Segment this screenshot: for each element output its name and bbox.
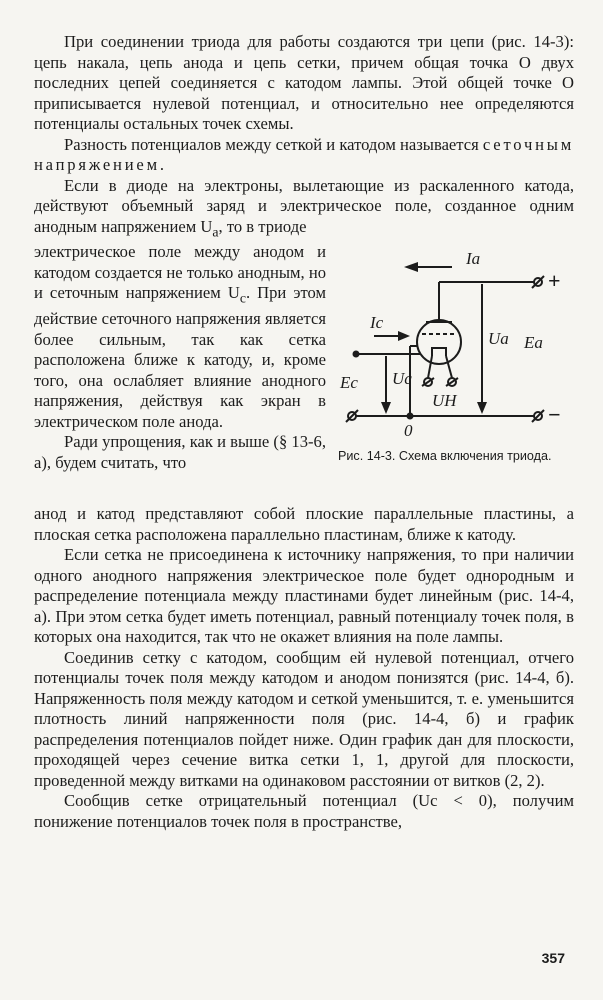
wrapped-text [34, 242, 326, 473]
label-plus: + [548, 268, 561, 294]
figure-caption: Рис. 14-3. Схема включения триода. [338, 449, 552, 464]
label-o: 0 [404, 421, 413, 441]
paragraph-3-end: , то в триоде [218, 216, 307, 236]
ia-arrow-head [404, 262, 418, 272]
paragraph-3-cont-end: . При этом действие сеточного напряжения является более сильным, так как сетка расположена ближе к катоду, и, кроме того, она ослабляет влияние анодного напряжения, действуя как экран в электрическом поле анода. [34, 283, 327, 431]
paragraph-4: Ради упрощения, как и выше (§ 13-6, а), будем считать, что [34, 432, 326, 472]
paragraph-7: Сообщив сетке отрицательный потенциал (Uc < 0), получим понижение потенциалов точек поля в пространстве, [34, 791, 574, 831]
ua-arrow-head [477, 402, 487, 414]
figure-wrap [34, 242, 574, 504]
subscript-a: а [212, 223, 219, 239]
paragraph-4-cont: анод и катод представляют собой плоские параллельные пластины, а плоская сетка расположена параллельно пластинам, ближе к катоду. [34, 504, 574, 544]
label-ec: Ec [340, 373, 358, 393]
triode-circuit-diagram [334, 244, 574, 444]
paragraph-5: Если сетка не присоединена к источнику напряжения, то при наличии одного анодного напряжения электрическое поле будет однородным и распределение потенциала между пластинами будет линейным (рис. 14-4, а). При этом сетка будет иметь потенциал, равный потенциалу точек поля, в которых она находится, так что не окажет влияния на поле лампы. [34, 545, 574, 647]
triode-circuit-figure [334, 244, 574, 464]
paragraph-2 [34, 135, 574, 176]
paragraph-3 [34, 176, 574, 243]
page-body [34, 32, 574, 832]
label-ia: Ia [466, 249, 481, 269]
paragraph-6: Соединив сетку с катодом, сообщим ей нулевой потенциал, отчего потенциалы точек поля между катодом и анодом понизятся (рис. 14-4, б). Напряженность поля между катодом и сеткой уменьшится, т. е. уменьшится плотность линий напряженности поля (рис. 14-4, б) и график распределения потенциалов пойдет ниже. Один график дан для плоскости, проходящей через сечение витка сетки 1, 1, другой для плоскости, проведенной между витками на одинаковом расстоянии от витков (2, 2). [34, 647, 574, 790]
uc-arrow-head [381, 402, 391, 414]
cathode-filament [432, 348, 446, 356]
paragraph-1: При соединении триода для работы создаются три цепи (рис. 14-3): цепь накала, цепь анода и цепь сетки, причем общая точка O двух последних цепей соединяется с катодом лампы. Этой общей точке O приписывается нулевой потенциал, и относительно нее определяются потенциалы остальных точек схемы. [34, 32, 574, 133]
paragraph-3-text: Если в диоде на электроны, вылетающие из раскаленного катода, действуют объемный заряд и электрическое поле, созданное одним анодным напряжением U [34, 175, 574, 236]
page-number: 357 [541, 950, 565, 966]
paragraph-3-cont-text: электрическое поле между анодом и катодом создается не только анодным, но и сеточным напряжением U [34, 242, 326, 303]
label-ua: Ua [488, 329, 509, 349]
common-point-dot [407, 413, 414, 420]
triode-tube [417, 320, 461, 364]
label-uc: Uc [392, 369, 412, 389]
paragraph-2-text: Разность потенциалов между сеткой и катодом называется [64, 134, 483, 154]
label-ic: Ic [370, 313, 384, 333]
subscript-c: с [239, 290, 246, 306]
label-ea: Ea [524, 333, 543, 353]
term-grid-voltage: сеточным напряжением. [34, 134, 575, 174]
label-minus: − [548, 402, 561, 428]
heater-lead-1 [428, 356, 432, 378]
grid-terminal-dot [353, 351, 360, 358]
label-uh: UH [432, 391, 457, 411]
paragraph-3-cont [34, 242, 326, 432]
